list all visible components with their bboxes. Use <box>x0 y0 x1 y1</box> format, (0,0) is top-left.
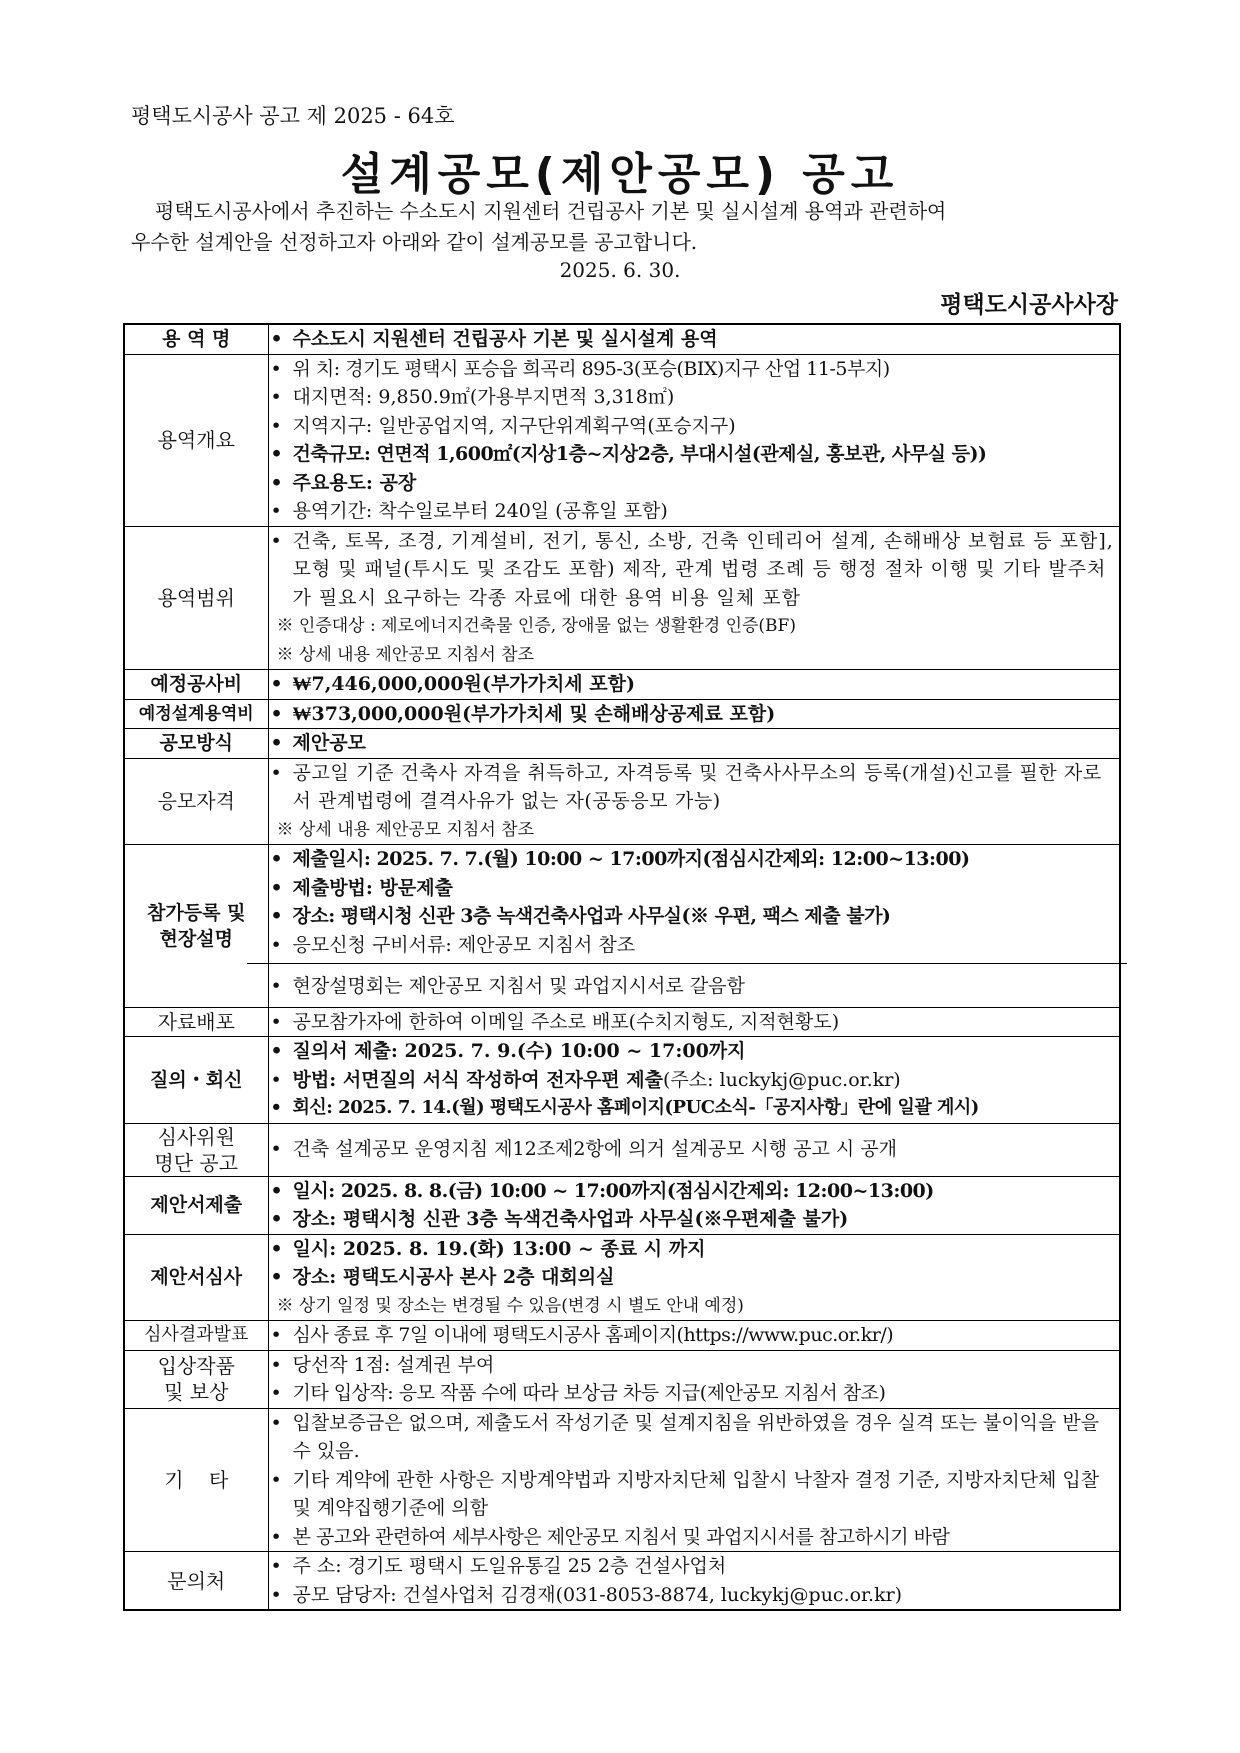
label-submission: 제안서제출 <box>124 1176 268 1234</box>
label-scope: 용역범위 <box>124 526 268 670</box>
document-title: 설계공모(제안공모) 공고 <box>340 149 900 200</box>
label-method: 공모방식 <box>124 729 268 759</box>
list-item: • 건축규모: 연면적 1,600㎡(지상1층~지상2층, 부대시설(관제실, 홍보관, 사무실 등)) <box>269 440 1120 469</box>
signature: 평택도시공사사장 <box>940 292 1118 318</box>
qa-method-text: 방법: 서면질의 서식 작성하여 전자우편 제출 <box>292 1068 663 1091</box>
scope-note: ※ 상세 내용 제안공모 지침서 참조 <box>276 644 535 665</box>
intro-line-1: 평택도시공사에서 추진하는 수소도시 지원센터 건립공사 기본 및 실시설계 용역과 관련하여 <box>155 199 947 223</box>
row-design-fee <box>124 699 1120 729</box>
scope-note: ※ 인증대상 : 제로에너지건축물 인증, 장애물 없는 생활환경 인증(BF) <box>276 616 796 636</box>
list-item: • 장소: 평택시청 신관 3층 녹색건축사업과 사무실(※ 우편, 팩스 제출 불가) <box>269 902 1120 931</box>
label-service-name: 용 역 명 <box>124 324 268 354</box>
row-method <box>124 729 1120 759</box>
list-item: • 주요용도: 공장 <box>269 469 1120 498</box>
label-line: 심사위원 <box>157 1124 235 1149</box>
label-line: 및 보상 <box>164 1380 229 1404</box>
list-item: • 공모 담당자: 건설사업처 김경재(031-8053-8874, luckykj@puc.or.kr) <box>269 1581 1120 1610</box>
list-item: • 지역지구: 일반공업지역, 지구단위계획구역(포승지구) <box>269 412 1120 441</box>
row-result <box>124 1321 1120 1351</box>
intro-line-2: 우수한 설계안을 선정하고자 아래와 같이 설계공모를 공고합니다. <box>131 230 698 254</box>
row-qualification <box>124 758 1120 845</box>
list-item: • 현장설명회는 제안공모 지침서 및 과업지시서로 갈음함 <box>269 972 1120 1001</box>
row-awards <box>124 1350 1120 1408</box>
label-line: 명단 공고 <box>154 1150 239 1175</box>
label-qa: 질의・회신 <box>124 1037 268 1124</box>
list-item: • 공모참가자에 한하여 이메일 주소로 배포(수치지형도, 지적현황도) <box>269 1008 1120 1037</box>
list-item: • 일시: 2025. 8. 8.(금) 10:00 ~ 17:00까지(점심시간제외: 12:00~13:00) <box>269 1177 1120 1206</box>
notice-number: 평택도시공사 공고 제 2025 - 64호 <box>131 104 455 128</box>
review-note: ※ 상기 일정 및 장소는 변경될 수 있음(변경 시 별도 안내 예정) <box>276 1295 744 1316</box>
list-item: • 기타 입상작: 응모 작품 수에 따라 보상금 차등 지급(제안공모 지침서 참조) <box>269 1379 1120 1408</box>
label-review: 제안서심사 <box>124 1234 268 1321</box>
label-result: 심사결과발표 <box>124 1321 268 1351</box>
label-design-fee: 예정설계용역비 <box>124 699 268 729</box>
label-jury <box>124 1123 268 1176</box>
list-item: • 건축 설계공모 운영지침 제12조제2항에 의거 설계공모 시행 공고 시 공개 <box>269 1135 1120 1164</box>
label-line: 입상작품 <box>157 1354 235 1378</box>
row-overview <box>124 354 1120 526</box>
list-item: • 응모신청 구비서류: 제안공모 지침서 참조 <box>269 931 1120 960</box>
list-item: • 제출일시: 2025. 7. 7.(월) 10:00 ~ 17:00까지(점심시간제외: 12:00~13:00) <box>269 845 1120 874</box>
list-item: • 대지면적: 9,850.9㎡(가용부지면적 3,318㎡) <box>269 383 1120 412</box>
list-item: • 본 공고와 관련하여 세부사항은 제안공모 지침서 및 과업지시서를 참고하시기 바람 <box>269 1523 1120 1552</box>
notice-date: 2025. 6. 30. <box>559 258 681 282</box>
row-service-name <box>124 324 1120 354</box>
intro-paragraph <box>131 196 1121 258</box>
label-contact: 문의처 <box>124 1552 268 1611</box>
label-materials: 자료배포 <box>124 1007 268 1037</box>
list-item: • 장소: 평택도시공사 본사 2층 대회의실 <box>269 1263 1120 1292</box>
qualification-note: ※ 상세 내용 제안공모 지침서 참조 <box>276 819 535 840</box>
list-item: • 건축, 토목, 조경, 기계설비, 전기, 통신, 소방, 건축 인테리어 설계, 손해배상 보험료 등 포함], 모형 및 패널(투시도 및 조감도 포함) 제작, 관계 법령 조례 등 행정 절차 이행 및 기타 발주처가 필요시 요구하는 각종 자료에 대한 용역 비용 일체 포함 <box>269 527 1120 613</box>
row-jury <box>124 1123 1120 1176</box>
list-item: • ₩373,000,000원(부가가치세 및 손해배상공제료 포함) <box>269 700 1120 729</box>
row-review <box>124 1234 1120 1321</box>
list-item: • 당선작 1점: 설계권 부여 <box>269 1351 1120 1380</box>
row-registration <box>124 845 1120 1008</box>
list-item: • 심사 종료 후 7일 이내에 평택도시공사 홈페이지(https://www.puc.or.kr/) <box>269 1321 1120 1350</box>
list-item: • 수소도시 지원센터 건립공사 기본 및 실시설계 용역 <box>269 325 1120 354</box>
label-etc: 기 타 <box>124 1408 268 1552</box>
row-contact <box>124 1552 1120 1611</box>
list-item: • 주 소: 경기도 평택시 도일유통길 25 2층 건설사업처 <box>269 1552 1120 1581</box>
list-item: • 위 치: 경기도 평택시 포승읍 희곡리 895-3(포승(BIX)지구 산업 11-5부지) <box>269 355 1120 384</box>
label-qualification: 응모자격 <box>124 758 268 845</box>
qa-email: (주소: luckykj@puc.or.kr) <box>662 1068 901 1091</box>
row-construction-cost <box>124 670 1120 700</box>
list-item: • ₩7,446,000,000원(부가가치세 포함) <box>269 670 1120 699</box>
list-item: • 일시: 2025. 8. 19.(화) 13:00 ~ 종료 시 까지 <box>269 1235 1120 1264</box>
list-item: • 용역기간: 착수일로부터 240일 (공휴일 포함) <box>269 497 1120 526</box>
label-line: 참가등록 및 <box>147 901 246 924</box>
notice-table <box>123 323 1121 1611</box>
row-submission <box>124 1176 1120 1234</box>
row-etc <box>124 1408 1120 1552</box>
list-item: • 회신: 2025. 7. 14.(월) 평택도시공사 홈페이지(PUC소식-「공지사항」란에 일괄 게시) <box>269 1094 1120 1123</box>
label-overview: 용역개요 <box>124 354 268 526</box>
list-item: • 기타 계약에 관한 사항은 지방계약법과 지방자치단체 입찰시 낙찰자 결정 기준, 지방자치단체 입찰 및 계약집행기준에 의함 <box>269 1466 1120 1523</box>
label-awards <box>124 1350 268 1408</box>
list-item: • 제출방법: 방문제출 <box>269 874 1120 903</box>
list-item <box>269 1066 1120 1095</box>
label-construction-cost: 예정공사비 <box>124 670 268 700</box>
row-qa <box>124 1037 1120 1124</box>
list-item: • 제안공모 <box>269 729 1120 758</box>
list-item: • 공고일 기준 건축사 자격을 취득하고, 자격등록 및 건축사사무소의 등록(개설)신고를 필한 자로서 관계법령에 결격사유가 없는 자(공동응모 가능) <box>269 759 1120 816</box>
row-scope <box>124 526 1120 670</box>
row-materials <box>124 1007 1120 1037</box>
list-item: • 질의서 제출: 2025. 7. 9.(수) 10:00 ~ 17:00까지 <box>269 1037 1120 1066</box>
list-item: • 입찰보증금은 없으며, 제출도서 작성기준 및 설계지침을 위반하였을 경우 실격 또는 불이익을 받을 수 있음. <box>269 1409 1120 1466</box>
list-item: • 장소: 평택시청 신관 3층 녹색건축사업과 사무실(※우편제출 불가) <box>269 1205 1120 1234</box>
label-line: 현장설명 <box>159 927 233 950</box>
